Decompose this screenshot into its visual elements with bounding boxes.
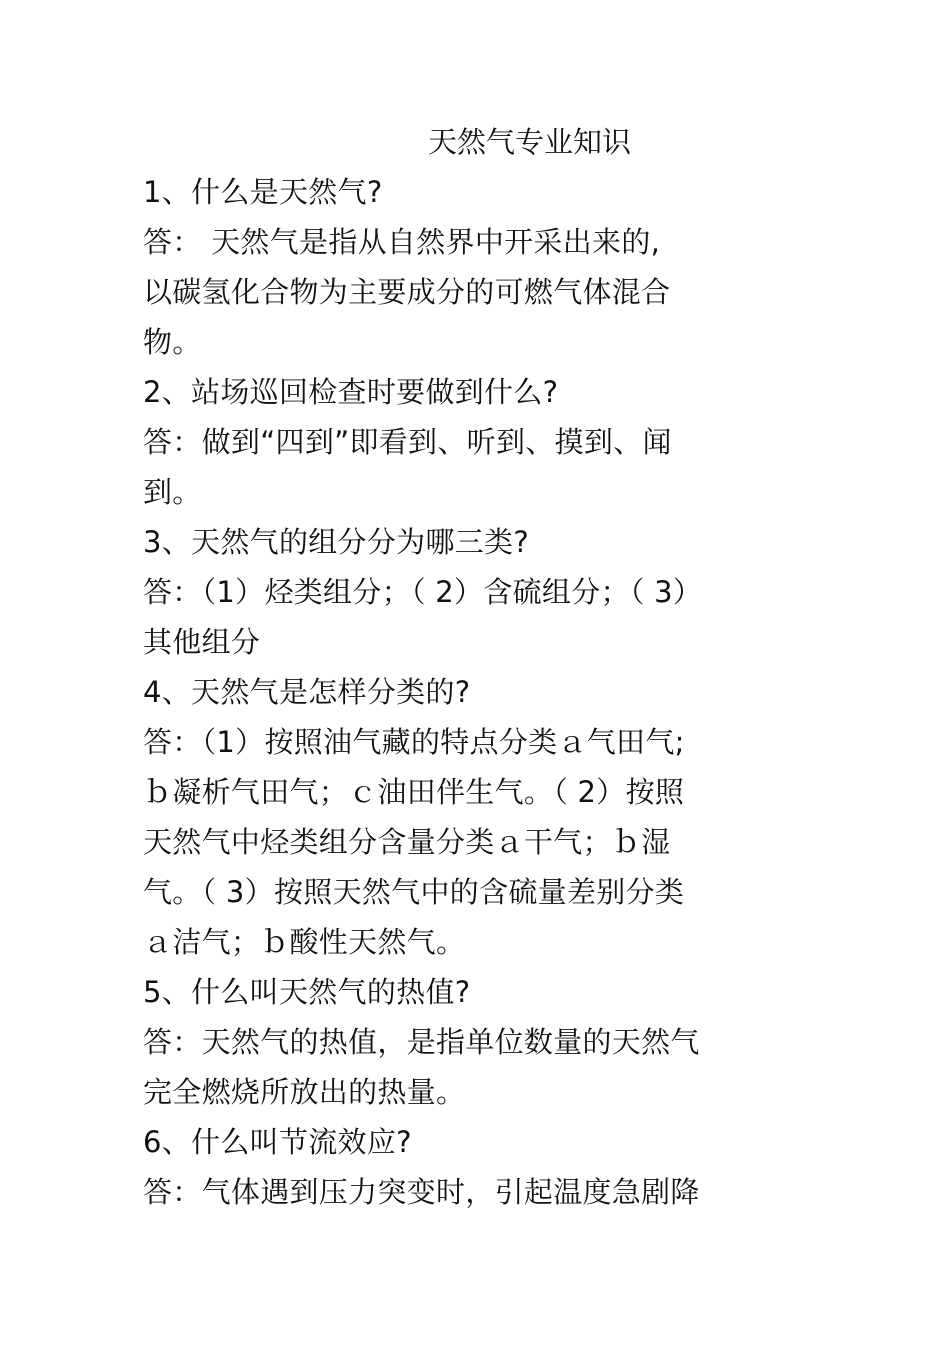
answer-2-line-1: 答：做到“四到”即看到、听到、摸到、闻 — [143, 425, 672, 459]
document-title: 天然气专业知识 — [428, 125, 632, 159]
answer-4-line-4: 气。（ 3）按照天然气中的含硫量差别分类 — [143, 875, 685, 909]
question-4: 4、天然气是怎样分类的? — [143, 675, 471, 709]
answer-1-line-2: 以碳氢化合物为主要成分的可燃气体混合 — [143, 275, 671, 309]
question-1: 1、什么是天然气? — [143, 175, 383, 209]
question-3: 3、天然气的组分分为哪三类? — [143, 525, 530, 559]
answer-5-line-1: 答：天然气的热值，是指单位数量的天然气 — [143, 1025, 700, 1059]
answer-6-line-1: 答：气体遇到压力突变时，引起温度急剧降 — [143, 1175, 700, 1209]
answer-1-line-1: 答： 天然气是指从自然界中开采出来的, — [143, 225, 661, 259]
answer-2-line-2: 到。 — [143, 475, 202, 509]
answer-4-line-3: 天然气中烃类组分含量分类ａ干气；ｂ湿 — [143, 825, 671, 859]
answer-3-line-1: 答：（1）烃类组分；（ 2）含硫组分；（ 3） — [143, 575, 703, 609]
answer-5-line-2: 完全燃烧所放出的热量。 — [143, 1075, 466, 1109]
question-5: 5、什么叫天然气的热值? — [143, 975, 471, 1009]
question-6: 6、什么叫节流效应? — [143, 1125, 412, 1159]
answer-4-line-2: ｂ凝析气田气；ｃ油田伴生气。（ 2）按照 — [143, 775, 685, 809]
answer-3-line-2: 其他组分 — [143, 625, 261, 659]
question-2: 2、站场巡回检查时要做到什么? — [143, 375, 559, 409]
answer-4-line-5: ａ洁气；ｂ酸性天然气。 — [143, 925, 466, 959]
answer-1-line-3: 物。 — [143, 325, 202, 359]
answer-4-line-1: 答：（1）按照油气藏的特点分类ａ气田气; — [143, 725, 685, 759]
